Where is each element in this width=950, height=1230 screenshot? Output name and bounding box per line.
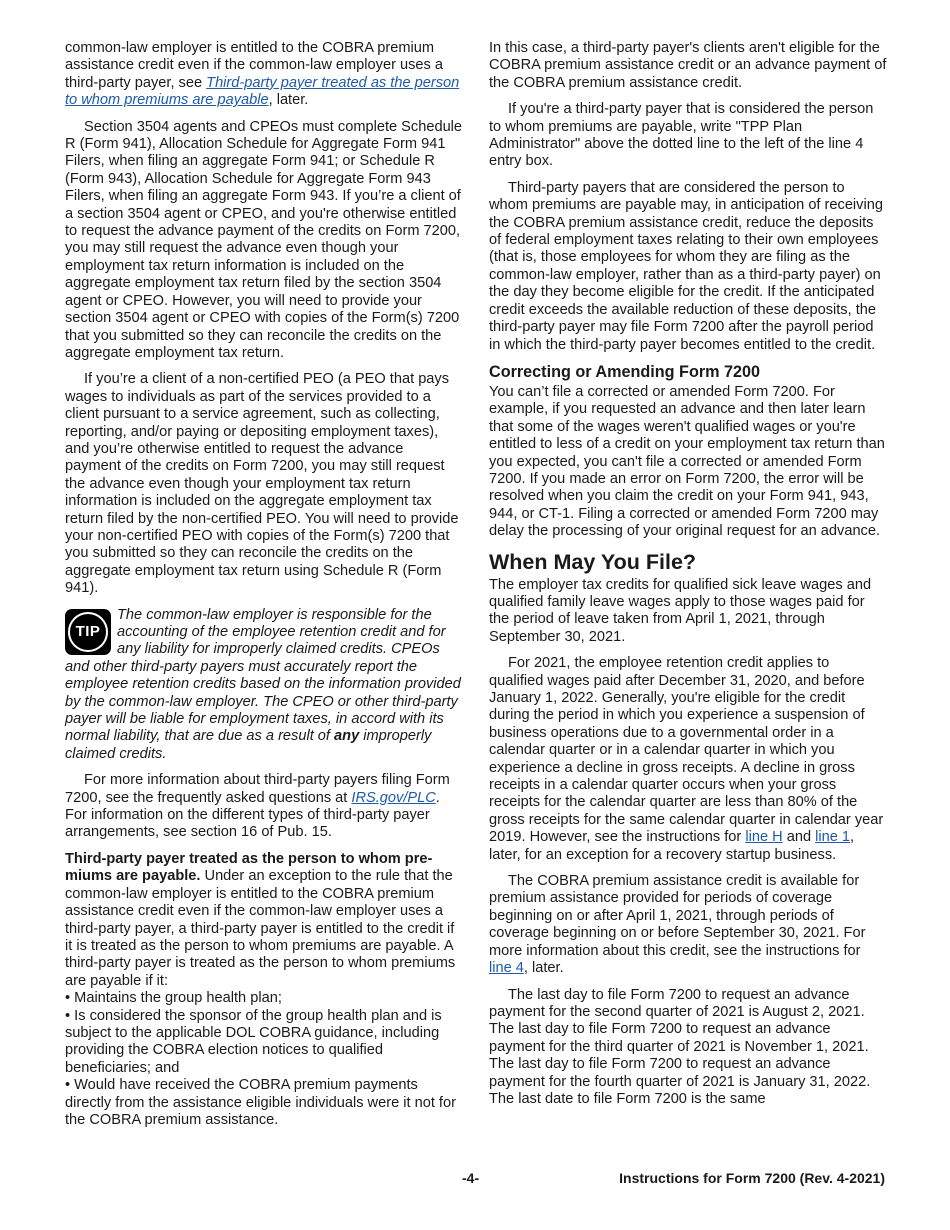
- paragraph-cobra-intro: common-law employer is entitled to the COBRA premium assistance credit even if the common-law employer uses a third-party payer, see Third-party payer treated as the person to whom premiums are payable, later.: [65, 40, 460, 109]
- paragraph-correcting: You can’t file a corrected or amended Form 7200. For example, if you requested an advance and then later learn that some of the wages weren't qualified wages or you're entitled to less of a credit on your employment tax return than you expected, you can't file a corrected or amended Form 7200. If you made an error on Form 7200, the error will be resolved when you claim the credit on your Form 941, 943, 944, or CT-1. Filing a corrected or amended Form 7200 may delay the processing of your original request for an advance.: [489, 383, 885, 540]
- heading-when-may-you-file: When May You File?: [489, 549, 697, 574]
- bullet-list: [65, 990, 463, 1129]
- subheading-third-party-payer: Third-party payer treated as the person to whom pre-miums are payable.: [65, 850, 433, 885]
- list-item: • Would have received the COBRA premium payments directly from the assistance eligible individuals were it not for the COBRA premium assistance.: [65, 1077, 456, 1128]
- link-irs-plc[interactable]: IRS.gov/PLC: [351, 789, 436, 806]
- paragraph-sick-leave: The employer tax credits for qualified sick leave wages and qualified family leave wages apply to those wages paid for the period of leave taken from April 1, 2021, through September 30, 2021.: [489, 576, 872, 645]
- paragraph-reduce-deposits: Third-party payers that are considered the person to whom premiums are payable may, in anticipation of receiving the COBRA premium assistance credit, reduce the deposits of federal employment taxes relating to their own employees (that is, those employees for whom they are filing as the common-law employer, rather than as a third-party payer) on the day they become eligible for the credit. If the anticipated credit exceeds the available reduction of these deposits, the third-party payer may file Form 7200 after the payroll period in which the third-party payer becomes entitled to the credit.: [489, 179, 883, 353]
- link-line-4[interactable]: line 4: [489, 960, 524, 977]
- paragraph-more-info: For more information about third-party payers filing Form 7200, see the frequently asked questions at IRS.gov/PLC. For information on the different types of third-party payer arrangements, see section 16 of Pub. 15.: [65, 772, 450, 841]
- form-title: Instructions for Form 7200 (Rev. 4-2021): [619, 1170, 885, 1186]
- list-item: • Maintains the group health plan;: [65, 990, 282, 1007]
- heading-correcting-amending: Correcting or Amending Form 7200: [489, 362, 761, 381]
- tip-box: TIP The common-law employer is responsible for the accounting of the employee retention credit and for any liability for improperly claimed credits. CPEOs and other third-party payers must accurately report the employee retention credits based on the information provided by the common-law employer. The CPEO or other third-party payer will be liable for employment taxes, in accord with its normal liability, that are due as a result of any improperly claimed credits.: [65, 606, 461, 762]
- paragraph-third-party-payer: Third-party payer treated as the person to whom pre-miums are payable. Under an exception to the rule that the common-law employer is entitled to the COBRA premium assistance credit even if the common-law employer uses a third-party payer, a third-party payer is entitled to the credit if it is treated as the person to whom premiums are payable. A third-party payer is treated as the person to whom premiums are payable if it:: [65, 850, 456, 989]
- paragraph-tpp-plan-admin: If you're a third-party payer that is considered the person to whom premiums are payable, write "TPP Plan Administrator" above the dotted line to the left of the line 4 entry box.: [489, 101, 874, 170]
- paragraph-clients-ineligible: In this case, a third-party payer's clients aren't eligible for the COBRA premium assistance credit or an advance payment of the COBRA premium assistance credit.: [489, 40, 887, 91]
- page-number: -4-: [462, 1170, 480, 1186]
- paragraph-cobra-credit: The COBRA premium assistance credit is available for premium assistance provided for periods of coverage beginning on or after April 1, 2021, through periods of coverage beginning on or before September 30, 2021. For more information about this credit, see the instructions for line 4, later.: [489, 873, 866, 977]
- paragraph-section-3504: Section 3504 agents and CPEOs must complete Schedule R (Form 941), Allocation Schedule for Aggregate Form 941 Filers, when filing an aggregate Form 941; or Schedule R (Form 943), Allocation Schedule for Aggregate Form 943 Filers, when filing an aggregate Form 943. If you’re a client of a section 3504 agent or CPEO, and you're otherwise entitled to request the advance payment of the credits on Form 7200, you may still request the advance even though your employment tax return information is included on the aggregate employment tax return filed by the section 3504 agent or CPEO. However, you will need to provide your section 3504 agent or CPEO with copies of the Form(s) 7200 that you submitted so they can reconcile the credits on the aggregate employment tax return.: [65, 118, 463, 361]
- link-line-h[interactable]: line H: [745, 829, 783, 846]
- paragraph-last-day: The last day to file Form 7200 to request an advance payment for the second quarter of 2021 is August 2, 2021. The last day to file Form 7200 to request an advance payment for the third quarter of 2021 is November 1, 2021. The last day to file Form 7200 to request an advance payment for the fourth quarter of 2021 is January 31, 2022. The last date to file Form 7200 is the same: [489, 986, 871, 1107]
- left-column: [65, 40, 463, 1129]
- paragraph-non-certified-peo: If you’re a client of a non-certified PEO (a PEO that pays wages to individuals as part of the services provided to a client pursuant to a service agreement, such as collecting, reporting, and/or paying or depositing employment taxes), and you’re otherwise entitled to request the advance payment of the credits on Form 7200, you may still request the advance even though your employment tax return information is included on the aggregate employment tax return filed by the non-certified PEO. You will need to provide your non-certified PEO with copies of the Form(s) 7200 that you submitted so they can reconcile the credits on the aggregate employment tax return using Schedule R (Form 941).: [65, 371, 459, 597]
- right-column: [489, 40, 887, 1117]
- tip-text: The common-law employer is responsible for the accounting of the employee retention credit and for any liability for improperly claimed credits. CPEOs and other third-party payers must accurately report the employee retention credits based on the information provided by the common-law employer. The CPEO or other third-party payer will be liable for employment taxes, in accord with its normal liability, that are due as a result of: [65, 606, 461, 745]
- list-item: • Is considered the sponsor of the group health plan and is subject to the applicable DOL COBRA guidance, including providing the COBRA election notices to qualified beneficiaries; and: [65, 1007, 442, 1076]
- link-line-1[interactable]: line 1: [815, 829, 851, 846]
- tip-icon: TIP: [65, 609, 111, 655]
- link-third-party-payer[interactable]: Third-party payer treated as the person to whom premiums are payable: [65, 74, 460, 109]
- paragraph-employee-retention: For 2021, the employee retention credit applies to qualified wages paid after December 31, 2020, and before January 1, 2022. Generally, you're eligible for the credit during the period in which you experience a suspension of business operations due to a governmental order in a calendar quarter or in a calendar quarter in which you experience a decline in gross receipts. A decline in gross receipts in a calendar quarter occurs when your gross receipts for the calendar quarter are less than 80% of the gross receipts for the same calendar quarter in calendar year 2019. However, see the instructions for line H and line 1, later, for an exception for a recovery startup business.: [489, 655, 884, 863]
